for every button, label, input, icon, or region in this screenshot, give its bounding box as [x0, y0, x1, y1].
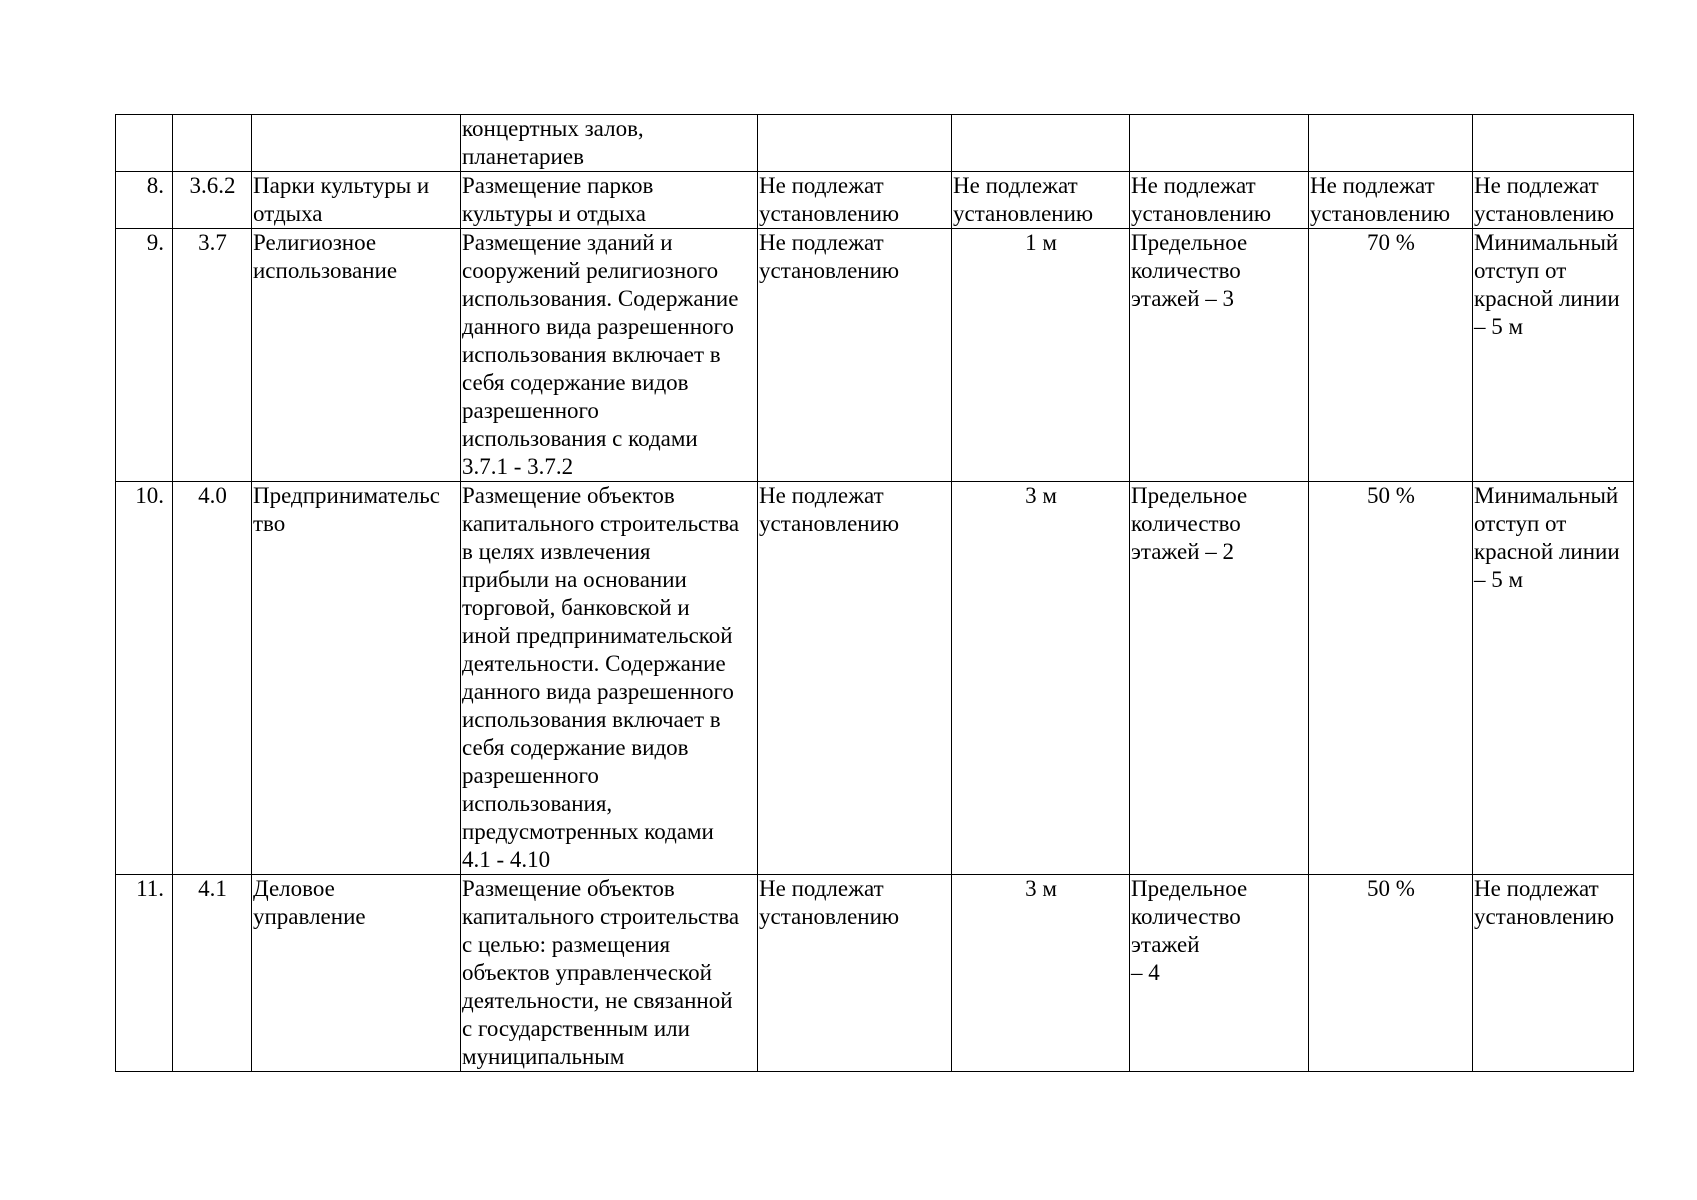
table-row — [116, 482, 1634, 875]
code-cell: 4.1 — [173, 875, 252, 1072]
column-7-cell: Предельное количество этажей – 4 — [1130, 875, 1309, 1072]
row-number-cell — [116, 115, 173, 172]
column-6-cell — [952, 115, 1130, 172]
code-cell: 4.0 — [173, 482, 252, 875]
column-7-cell: Не подлежат установлению — [1130, 172, 1309, 229]
column-8-cell: 70 % — [1309, 229, 1473, 482]
row-number-cell: 9. — [116, 229, 173, 482]
use-name-cell: Деловое управление — [252, 875, 461, 1072]
column-5-cell: Не подлежат установлению — [758, 229, 952, 482]
column-5-cell: Не подлежат установлению — [758, 875, 952, 1072]
table-row — [116, 115, 1634, 172]
column-9-cell — [1473, 115, 1634, 172]
code-cell: 3.7 — [173, 229, 252, 482]
table-row — [116, 229, 1634, 482]
use-name-cell: Парки культуры и отдыха — [252, 172, 461, 229]
column-5-cell — [758, 115, 952, 172]
use-name-cell: Предпринимательс тво — [252, 482, 461, 875]
regulations-table — [115, 114, 1634, 1072]
column-7-cell: Предельное количество этажей – 2 — [1130, 482, 1309, 875]
description-cell: Размещение объектов капитального строительства в целях извлечения прибыли на основании торговой, банковской и иной предпринимательской деятельности. Содержание данного вида разрешенного использования включает в себя содержание видов разрешенного использования, предусмотренных кодами 4.1 - 4.10 — [461, 482, 758, 875]
column-6-cell: Не подлежат установлению — [952, 172, 1130, 229]
code-cell — [173, 115, 252, 172]
description-cell: Размещение зданий и сооружений религиозного использования. Содержание данного вида разрешенного использования включает в себя содержание видов разрешенного использования с кодами 3.7.1 - 3.7.2 — [461, 229, 758, 482]
table-row — [116, 172, 1634, 229]
column-5-cell: Не подлежат установлению — [758, 482, 952, 875]
column-9-cell: Минимальный отступ от красной линии – 5 м — [1473, 229, 1634, 482]
column-9-cell: Не подлежат установлению — [1473, 875, 1634, 1072]
table-row — [116, 875, 1634, 1072]
use-name-cell — [252, 115, 461, 172]
column-7-cell: Предельное количество этажей – 3 — [1130, 229, 1309, 482]
column-6-cell: 1 м — [952, 229, 1130, 482]
column-6-cell: 3 м — [952, 482, 1130, 875]
column-5-cell: Не подлежат установлению — [758, 172, 952, 229]
row-number-cell: 10. — [116, 482, 173, 875]
column-7-cell — [1130, 115, 1309, 172]
description-cell: Размещение объектов капитального строительства с целью: размещения объектов управленческой деятельности, не связанной с государственным или муниципальным — [461, 875, 758, 1072]
column-6-cell: 3 м — [952, 875, 1130, 1072]
column-8-cell: Не подлежат установлению — [1309, 172, 1473, 229]
description-cell: Размещение парков культуры и отдыха — [461, 172, 758, 229]
column-9-cell: Минимальный отступ от красной линии – 5 м — [1473, 482, 1634, 875]
column-8-cell: 50 % — [1309, 482, 1473, 875]
column-8-cell — [1309, 115, 1473, 172]
column-8-cell: 50 % — [1309, 875, 1473, 1072]
row-number-cell: 11. — [116, 875, 173, 1072]
description-cell: концертных залов, планетариев — [461, 115, 758, 172]
column-9-cell: Не подлежат установлению — [1473, 172, 1634, 229]
use-name-cell: Религиозное использование — [252, 229, 461, 482]
code-cell: 3.6.2 — [173, 172, 252, 229]
row-number-cell: 8. — [116, 172, 173, 229]
